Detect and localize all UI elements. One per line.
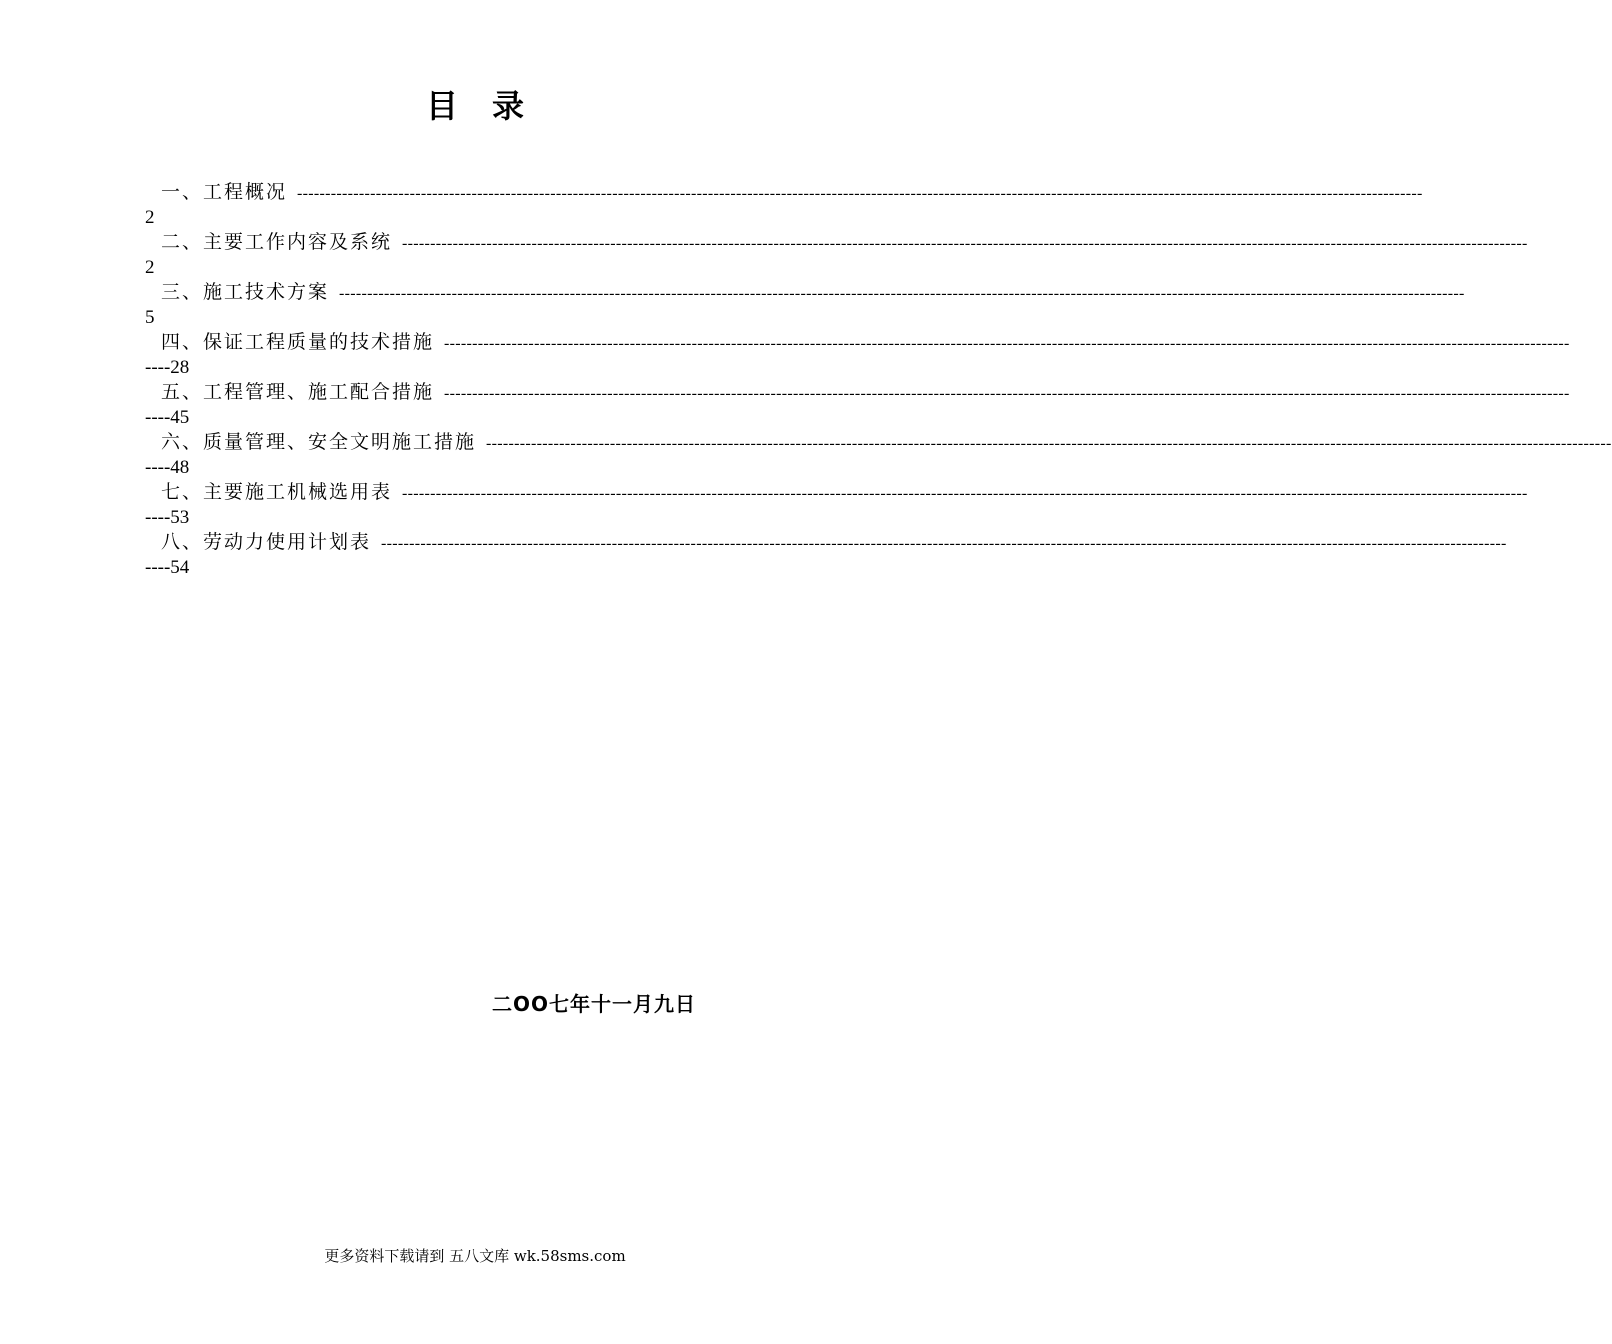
toc-page-number: ----48 bbox=[145, 457, 190, 478]
toc-page-number: 2 bbox=[145, 207, 155, 228]
document-date: 二OO七年十一月九日 bbox=[492, 992, 697, 1016]
page-title: 目录 bbox=[425, 87, 558, 125]
toc-label: 四、保证工程质量的技术措施 bbox=[161, 331, 435, 353]
toc-page-number: ----53 bbox=[145, 507, 190, 528]
toc-leader-dots: -------------------------------------------------------------------------------------------------------------------------------------------------------------------------------------------------------- bbox=[402, 485, 1528, 502]
toc-label: 二、主要工作内容及系统 bbox=[161, 231, 393, 253]
toc-label: 七、主要施工机械选用表 bbox=[161, 481, 393, 503]
toc-label: 三、施工技术方案 bbox=[161, 281, 330, 303]
toc-page-number: ----54 bbox=[145, 557, 190, 578]
toc-leader-dots: -------------------------------------------------------------------------------------------------------------------------------------------------------------------------------------------------------- bbox=[444, 385, 1570, 402]
toc-leader-dots: -------------------------------------------------------------------------------------------------------------------------------------------------------------------------------------------------------- bbox=[339, 285, 1465, 302]
toc-entry-8[interactable] bbox=[145, 530, 1507, 580]
toc-entry-6[interactable] bbox=[145, 430, 1612, 480]
toc-entry-4[interactable] bbox=[145, 330, 1570, 380]
toc-leader-dots: -------------------------------------------------------------------------------------------------------------------------------------------------------------------------------------------------------- bbox=[444, 335, 1570, 352]
toc-page-number: 2 bbox=[145, 257, 155, 278]
toc-label: 一、工程概况 bbox=[161, 181, 288, 203]
toc-label: 五、工程管理、施工配合措施 bbox=[161, 381, 435, 403]
toc-entry-3[interactable] bbox=[145, 280, 1465, 330]
toc-entry-7[interactable] bbox=[145, 480, 1528, 530]
toc-leader-dots: -------------------------------------------------------------------------------------------------------------------------------------------------------------------------------------------------------- bbox=[381, 535, 1507, 552]
toc-entry-5[interactable] bbox=[145, 380, 1570, 430]
table-of-contents bbox=[145, 180, 1612, 580]
toc-leader-dots: -------------------------------------------------------------------------------------------------------------------------------------------------------------------------------------------------------- bbox=[402, 235, 1528, 252]
toc-page-number: ----45 bbox=[145, 407, 190, 428]
toc-leader-dots: -------------------------------------------------------------------------------------------------------------------------------------------------------------------------------------------------------- bbox=[486, 435, 1612, 452]
toc-entry-2[interactable] bbox=[145, 230, 1528, 280]
toc-label: 六、质量管理、安全文明施工措施 bbox=[161, 431, 477, 453]
toc-page-number: 5 bbox=[145, 307, 155, 328]
toc-page-number: ----28 bbox=[145, 357, 190, 378]
footer-note: 更多资料下载请到 五八文库 wk.58sms.com bbox=[324, 1247, 626, 1265]
toc-entry-1[interactable] bbox=[145, 180, 1423, 230]
toc-leader-dots: -------------------------------------------------------------------------------------------------------------------------------------------------------------------------------------------------------- bbox=[297, 185, 1423, 202]
toc-label: 八、劳动力使用计划表 bbox=[161, 531, 372, 553]
